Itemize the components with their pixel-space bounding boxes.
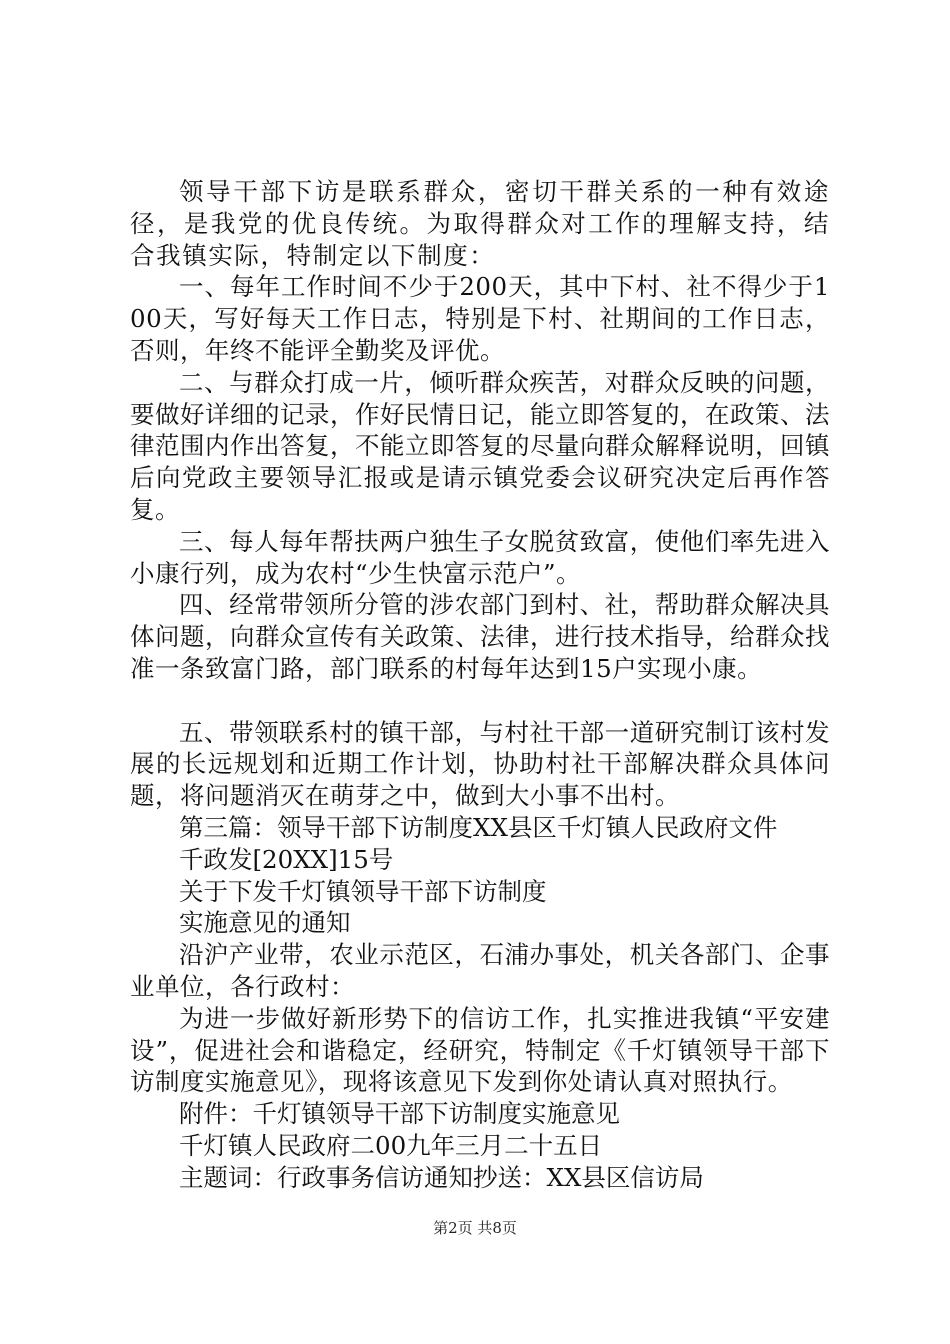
notice-body-paragraph: 为进一步做好新形势下的信访工作，扎实推进我镇“平安建设”，促进社会和谐稳定，经研究，特制定《千灯镇领导干部下访制度实施意见》，现将该意见下发到你处请认真对照执行。 — [130, 1003, 830, 1097]
rule-paragraph-2: 二、与群众打成一片，倾听群众疾苦，对群众反映的问题，要做好详细的记录，作好民情日记，能立即答复的，在政策、法律范围内作出答复，不能立即答复的尽量向群众解释说明，回镇后向党政主要领导汇报或是请示镇党委会议研究决定后再作答复。 — [130, 367, 830, 524]
page-number-footer: 第2页 共8页 — [433, 1219, 517, 1237]
keywords-cc-line: 主题词：行政事务信访通知抄送：XX县区信访局 — [179, 1162, 704, 1192]
notice-title-line-2: 实施意见的通知 — [179, 908, 351, 938]
document-body — [130, 176, 830, 1194]
recipients-paragraph: 沿沪产业带，农业示范区，石浦办事处，机关各部门、企事业单位，各行政村： — [130, 940, 830, 1001]
attachment-line: 附件：千灯镇领导干部下访制度实施意见 — [179, 1099, 620, 1129]
notice-title-line-1: 关于下发千灯镇领导干部下访制度 — [179, 876, 547, 906]
rule-paragraph-5: 五、带领联系村的镇干部，与村社干部一道研究制订该村发展的长远规划和近期工作计划，协助村社干部解决群众具体问题，将问题消灭在萌芽之中，做到大小事不出村。 — [130, 717, 830, 811]
issuer-date-line: 千灯镇人民政府二00九年三月二十五日 — [179, 1130, 603, 1160]
rule-paragraph-1: 一、每年工作时间不少于200天，其中下村、社不得少于100天，写好每天工作日志，特别是下村、社期间的工作日志，否则，年终不能评全勤奖及评优。 — [130, 272, 830, 365]
document-number: 千政发[20XX]15号 — [179, 844, 394, 874]
rule-paragraph-4: 四、经常带领所分管的涉农部门到村、社，帮助群众解决具体问题，向群众宣传有关政策、法律，进行技术指导，给群众找准一条致富门路，部门联系的村每年达到15户实现小康。 — [130, 590, 830, 683]
intro-paragraph: 领导干部下访是联系群众，密切干群关系的一种有效途径，是我党的优良传统。为取得群众对工作的理解支持，结合我镇实际，特制定以下制度： — [130, 177, 830, 270]
rule-paragraph-3: 三、每人每年帮扶两户独生子女脱贫致富，使他们率先进入小康行列，成为农村“少生快富示范户”。 — [130, 526, 830, 588]
section-heading: 第三篇：领导干部下访制度XX县区千灯镇人民政府文件 — [179, 812, 778, 842]
